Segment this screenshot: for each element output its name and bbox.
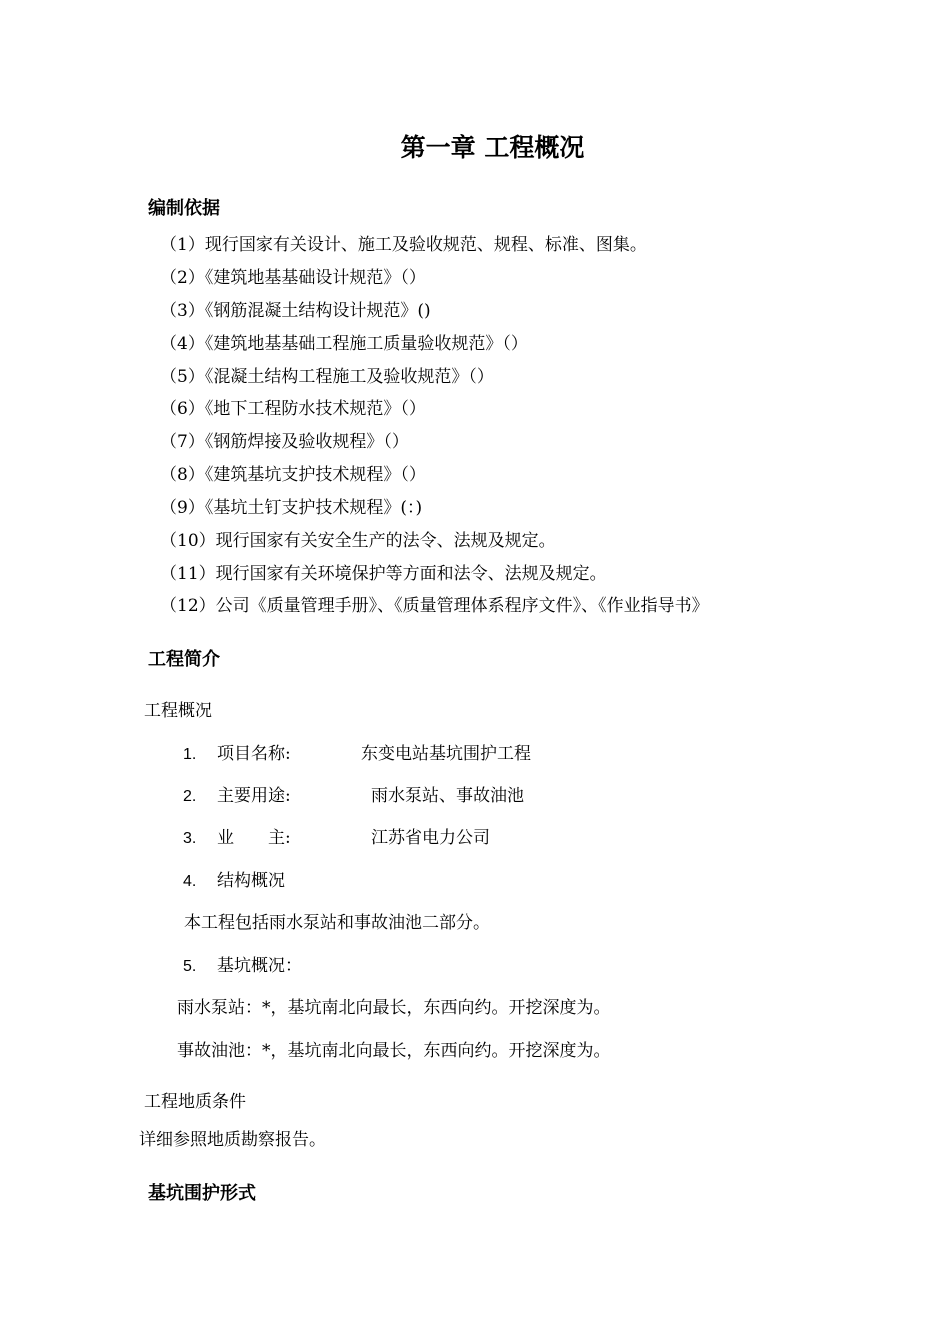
intro-subheading: 工程概况 [144, 701, 212, 721]
item-value: 江苏省电力公司 [371, 828, 490, 848]
item-label: 项目名称: [217, 744, 291, 764]
basis-item: （9）《基坑土钉支护技术规程》(：) [160, 498, 423, 518]
item-label: 结构概况 [217, 871, 285, 891]
item-number: 5. [183, 958, 197, 975]
basis-item: （3）《钢筋混凝土结构设计规范》() [160, 301, 431, 321]
geology-text: 详细参照地质勘察报告。 [139, 1130, 326, 1150]
basis-item: （12）公司《质量管理手册》、《质量管理体系程序文件》、《作业指导书》 [160, 596, 709, 616]
basis-item: （6）《地下工程防水技术规范》（） [160, 399, 426, 419]
basis-item: （5）《混凝土结构工程施工及验收规范》（） [160, 367, 494, 387]
item-value: 雨水泵站、事故油池 [371, 786, 524, 806]
support-heading: 基坑围护形式 [148, 1183, 256, 1204]
item-number: 3. [183, 830, 197, 847]
basis-item: （7）《钢筋焊接及验收规程》（） [160, 432, 409, 452]
basis-item: （8）《建筑基坑支护技术规程》（） [160, 465, 426, 485]
item-number: 1. [183, 746, 197, 763]
basis-item: （11）现行国家有关环境保护等方面和法令、法规及规定。 [160, 564, 607, 584]
basis-item: （1）现行国家有关设计、施工及验收规范、规程、标准、图集。 [160, 235, 647, 255]
item-number: 4. [183, 873, 197, 890]
item-label: 基坑概况： [217, 956, 302, 976]
item-number: 2. [183, 788, 197, 805]
basis-heading: 编制依据 [148, 198, 220, 219]
basis-item: （10）现行国家有关安全生产的法令、法规及规定。 [160, 531, 556, 551]
item-label: 主要用途: [217, 786, 291, 806]
item-value: 东变电站基坑围护工程 [361, 744, 531, 764]
pit-line: 事故油池：*，基坑南北向最长，东西向约。开挖深度为。 [177, 1041, 611, 1061]
intro-heading: 工程简介 [148, 649, 220, 670]
basis-item: （2）《建筑地基基础设计规范》（） [160, 268, 426, 288]
basis-item: （4）《建筑地基基础工程施工质量验收规范》（） [160, 334, 528, 354]
item-label: 业 主: [217, 828, 291, 848]
pit-line: 雨水泵站：*，基坑南北向最长，东西向约。开挖深度为。 [177, 998, 611, 1018]
page-title: 第一章 工程概况 [400, 133, 585, 162]
structure-text: 本工程包括雨水泵站和事故油池二部分。 [184, 913, 490, 933]
geology-heading: 工程地质条件 [144, 1092, 246, 1112]
